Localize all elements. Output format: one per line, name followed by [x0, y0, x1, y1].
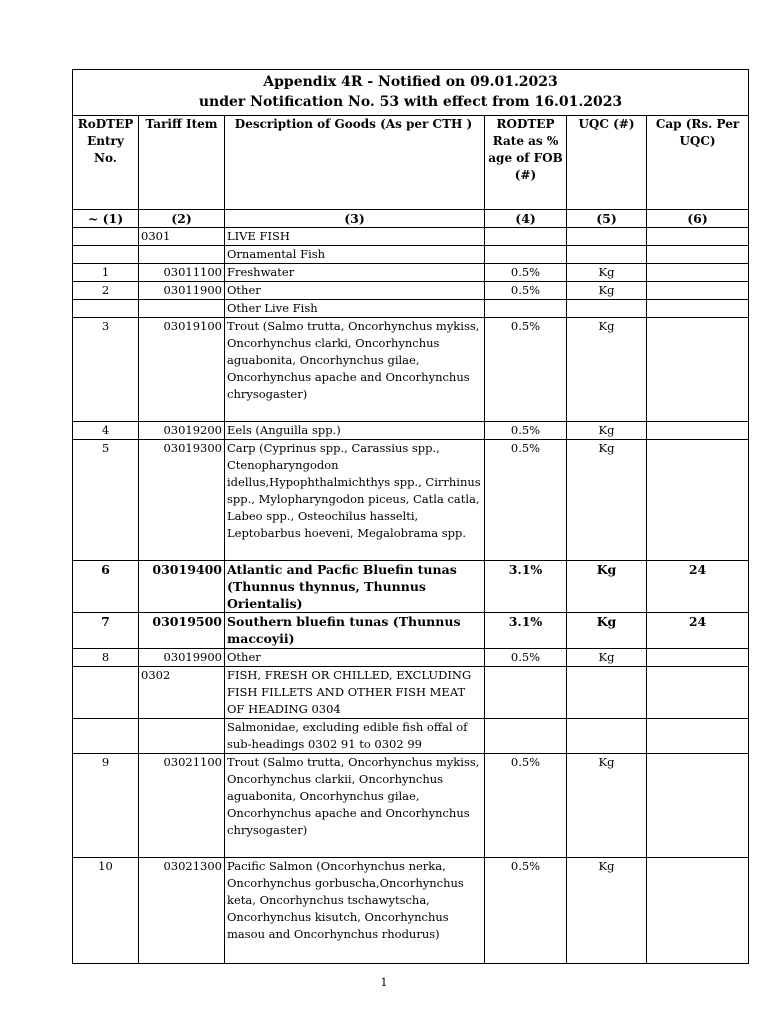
cap-cell: 24 — [647, 613, 749, 649]
tariff-cell: 03019200 — [139, 422, 225, 440]
cap-cell — [647, 719, 749, 754]
rate-cell: 0.5% — [485, 318, 567, 422]
tariff-cell — [139, 300, 225, 318]
description-cell: Other Live Fish — [225, 300, 485, 318]
column-number: (2) — [139, 210, 225, 228]
tariff-cell: 03011900 — [139, 282, 225, 300]
table-row — [73, 440, 749, 561]
entry-cell: 1 — [73, 264, 139, 282]
cap-cell: 24 — [647, 561, 749, 613]
uqc-cell: Kg — [567, 561, 647, 613]
tariff-cell: 0301 — [139, 228, 225, 246]
entry-cell — [73, 667, 139, 719]
tariff-cell: 03019400 — [139, 561, 225, 613]
description-cell: Eels (Anguilla spp.) — [225, 422, 485, 440]
uqc-cell: Kg — [567, 754, 647, 858]
column-number: ~ (1) — [73, 210, 139, 228]
cap-cell — [647, 422, 749, 440]
table-row — [73, 719, 749, 754]
description-cell: Freshwater — [225, 264, 485, 282]
rate-cell: 0.5% — [485, 264, 567, 282]
rate-cell: 0.5% — [485, 858, 567, 964]
table-row — [73, 754, 749, 858]
cap-cell — [647, 649, 749, 667]
header-entry: RoDTEP Entry No. — [73, 116, 139, 210]
title-line-1: Appendix 4R - Notified on 09.01.2023 — [263, 74, 558, 90]
tariff-cell: 03019300 — [139, 440, 225, 561]
tariff-cell — [139, 719, 225, 754]
entry-cell: 10 — [73, 858, 139, 964]
header-description: Description of Goods (As per CTH ) — [225, 116, 485, 210]
table-row — [73, 282, 749, 300]
rate-cell: 0.5% — [485, 282, 567, 300]
entry-cell: 5 — [73, 440, 139, 561]
description-cell: Salmonidae, excluding edible fish offal of sub-headings 0302 91 to 0302 99 — [225, 719, 485, 754]
entry-cell — [73, 246, 139, 264]
description-cell: Southern bluefin tunas (Thunnus maccoyii) — [225, 613, 485, 649]
entry-cell — [73, 228, 139, 246]
rate-cell: 3.1% — [485, 613, 567, 649]
header-cap: Cap (Rs. Per UQC) — [647, 116, 749, 210]
column-number: (4) — [485, 210, 567, 228]
rate-cell: 3.1% — [485, 561, 567, 613]
tariff-cell: 03021100 — [139, 754, 225, 858]
entry-cell: 9 — [73, 754, 139, 858]
rate-cell — [485, 300, 567, 318]
cap-cell — [647, 246, 749, 264]
cap-cell — [647, 754, 749, 858]
column-number: (6) — [647, 210, 749, 228]
entry-cell: 6 — [73, 561, 139, 613]
uqc-cell: Kg — [567, 422, 647, 440]
uqc-cell — [567, 667, 647, 719]
description-cell: LIVE FISH — [225, 228, 485, 246]
tariff-cell: 03019500 — [139, 613, 225, 649]
table-row — [73, 649, 749, 667]
table-row — [73, 246, 749, 264]
rate-cell — [485, 246, 567, 264]
uqc-cell — [567, 246, 647, 264]
uqc-cell — [567, 719, 647, 754]
tariff-cell — [139, 246, 225, 264]
table-row — [73, 667, 749, 719]
rate-cell: 0.5% — [485, 754, 567, 858]
uqc-cell: Kg — [567, 613, 647, 649]
description-cell: Other — [225, 649, 485, 667]
uqc-cell: Kg — [567, 282, 647, 300]
uqc-cell: Kg — [567, 649, 647, 667]
header-uqc: UQC (#) — [567, 116, 647, 210]
tariff-cell: 0302 — [139, 667, 225, 719]
entry-cell: 4 — [73, 422, 139, 440]
entry-cell: 3 — [73, 318, 139, 422]
table-row — [73, 300, 749, 318]
entry-cell: 7 — [73, 613, 139, 649]
rate-cell: 0.5% — [485, 440, 567, 561]
description-cell: Atlantic and Pacfic Bluefin tunas (Thunnus thynnus, Thunnus Orientalis) — [225, 561, 485, 613]
table-row — [73, 422, 749, 440]
table-title — [73, 70, 749, 116]
cap-cell — [647, 282, 749, 300]
rate-cell — [485, 667, 567, 719]
title-line-2: under Notification No. 53 with effect from 16.01.2023 — [198, 94, 623, 110]
description-cell: Ornamental Fish — [225, 246, 485, 264]
entry-cell — [73, 719, 139, 754]
cap-cell — [647, 858, 749, 964]
description-cell: Trout (Salmo trutta, Oncorhynchus mykiss, Oncorhynchus clarki, Oncorhynchus aguabonita, Oncorhynchus gilae, Oncorhynchus apache and Oncorhynchus chrysogaster) — [225, 318, 485, 422]
uqc-cell: Kg — [567, 440, 647, 561]
tariff-cell: 03011100 — [139, 264, 225, 282]
cap-cell — [647, 300, 749, 318]
uqc-cell — [567, 300, 647, 318]
description-cell: Carp (Cyprinus spp., Carassius spp., Ctenopharyngodon idellus,Hypophthalmichthys spp., Cirrhinus spp., Mylopharyngodon piceus, Catla catla, Labeo spp., Osteochilus hasselti, Leptobarbus hoeveni, Megalobrama spp. — [225, 440, 485, 561]
cap-cell — [647, 318, 749, 422]
uqc-cell: Kg — [567, 318, 647, 422]
table-row — [73, 858, 749, 964]
entry-cell: 2 — [73, 282, 139, 300]
description-cell: Trout (Salmo trutta, Oncorhynchus mykiss, Oncorhynchus clarkii, Oncorhynchus aguabonita, Oncorhynchus gilae, Oncorhynchus apache and Oncorhynchus chrysogaster) — [225, 754, 485, 858]
column-number: (5) — [567, 210, 647, 228]
table-row — [73, 613, 749, 649]
rate-cell: 0.5% — [485, 422, 567, 440]
page-number: 1 — [380, 976, 388, 989]
column-number-row — [73, 210, 749, 228]
table-row — [73, 228, 749, 246]
uqc-cell: Kg — [567, 858, 647, 964]
header-tariff: Tariff Item — [139, 116, 225, 210]
tariff-cell: 03021300 — [139, 858, 225, 964]
column-number: (3) — [225, 210, 485, 228]
rodtep-table — [72, 69, 749, 964]
description-cell: Other — [225, 282, 485, 300]
cap-cell — [647, 440, 749, 561]
description-cell: FISH, FRESH OR CHILLED, EXCLUDING FISH FILLETS AND OTHER FISH MEAT OF HEADING 0304 — [225, 667, 485, 719]
cap-cell — [647, 228, 749, 246]
uqc-cell: Kg — [567, 264, 647, 282]
description-cell: Pacific Salmon (Oncorhynchus nerka, Oncorhynchus gorbuscha,Oncorhynchus keta, Oncorhynchus tschawytscha, Oncorhynchus kisutch, Oncorhynchus masou and Oncorhynchus rhodurus) — [225, 858, 485, 964]
header-rate: RODTEP Rate as % age of FOB (#) — [485, 116, 567, 210]
entry-cell — [73, 300, 139, 318]
table-row — [73, 318, 749, 422]
cap-cell — [647, 264, 749, 282]
table-row — [73, 561, 749, 613]
rate-cell — [485, 228, 567, 246]
rate-cell: 0.5% — [485, 649, 567, 667]
table-row — [73, 264, 749, 282]
cap-cell — [647, 667, 749, 719]
rate-cell — [485, 719, 567, 754]
uqc-cell — [567, 228, 647, 246]
header-row — [73, 116, 749, 210]
entry-cell: 8 — [73, 649, 139, 667]
tariff-cell: 03019100 — [139, 318, 225, 422]
tariff-cell: 03019900 — [139, 649, 225, 667]
